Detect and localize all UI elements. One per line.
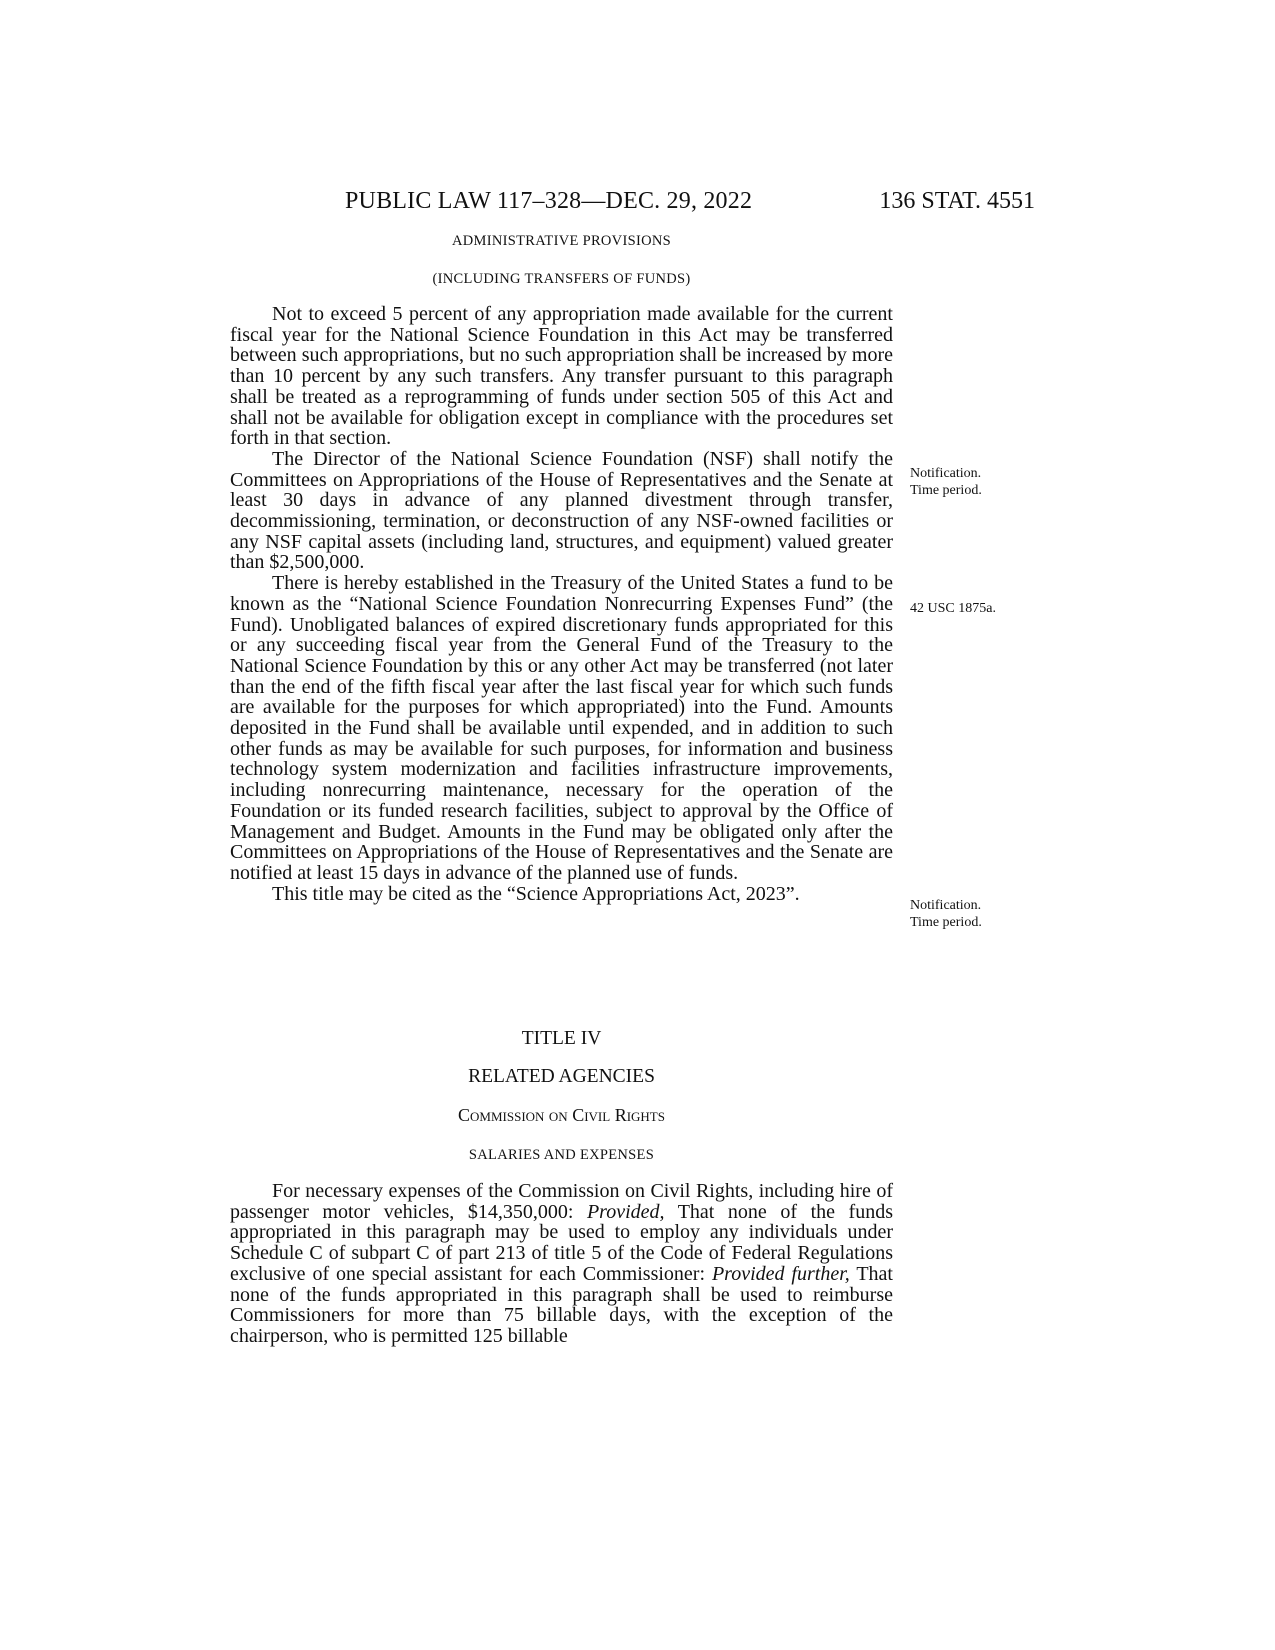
title-iv-heading: TITLE IV xyxy=(521,1028,602,1049)
related-agencies-heading: RELATED AGENCIES xyxy=(468,1066,655,1087)
margin-note-notification-1 xyxy=(910,465,982,499)
transfers-of-funds-subheading: (INCLUDING TRANSFERS OF FUNDS) xyxy=(432,271,691,287)
statute-page-number: 136 STAT. 4551 xyxy=(879,188,1035,214)
short-title-paragraph: This title may be cited as the “Science Appropriations Act, 2023”. xyxy=(272,882,800,905)
divestment-notification-paragraph: The Director of the National Science Foundation (NSF) shall notify the Committees on Appropriations of the House of Representatives and the Senate at least 30 days in advance of any planned divestment through transfer, decommissioning, termination, or deconstruction of any NSF-owned facilities or any NSF capital assets (including land, structures, and equipment) valued greater than $2,500,000. xyxy=(230,447,893,574)
margin-note-notification-label: Notification. xyxy=(910,898,982,913)
margin-note-time-period-label: Time period. xyxy=(910,483,982,498)
administrative-provisions-body xyxy=(230,304,893,904)
margin-note-notification-label: Notification. xyxy=(910,466,982,481)
public-law-citation: PUBLIC LAW 117–328—DEC. 29, 2022 xyxy=(345,188,753,214)
administrative-provisions-heading: ADMINISTRATIVE PROVISIONS xyxy=(452,233,671,249)
nonrecurring-expenses-fund-paragraph: There is hereby established in the Treasury of the United States a fund to be known as the “National Science Foundation Nonrecurring Expenses Fund” (the Fund). Unobligated balances of expired discretionary funds appropriated for this or any succeeding fiscal year from the General Fund of the Treasury to the National Science Foundation by this or any other Act may be transferred (not later than the end of the fifth fiscal year after the last fiscal year for which such funds are available for the purposes for which appropriated) into the Fund. Amounts deposited in the Fund shall be available until expended, and in addition to such other funds as may be available for such purposes, for information and business technology system modernization and facilities infrastructure improvements, including nonrecurring maintenance, necessary for the operation of the Foundation or its funded research facilities, subject to approval by the Office of Management and Budget. Amounts in the Fund may be obligated only after the Committees on Appropriations of the House of Representatives and the Senate are notified at least 15 days in advance of the planned use of funds. xyxy=(230,572,893,884)
running-header xyxy=(345,188,1035,224)
paragraph-text-middle: That none of the funds appropriated in this paragraph may be used to employ any individuals under Schedule C of subpart C of part 213 of title 5 of the Code of Federal Regulations exclusive of one special assistant for each Commissioner: xyxy=(230,1200,893,1285)
margin-note-usc-citation: 42 USC 1875a. xyxy=(910,601,996,616)
margin-note-time-period-label: Time period. xyxy=(910,915,982,930)
transfer-limit-paragraph: Not to exceed 5 percent of any appropriation made available for the current fiscal year for the National Science Foundation in this Act may be transferred between such appropriations, but no such appropriation shall be increased by more than 10 percent by any such transfers. Any transfer pursuant to this paragraph shall be treated as a reprogramming of funds under section 505 of this Act and shall not be available for obligation except in compliance with the procedures set forth in that section. xyxy=(230,303,893,450)
civil-rights-salaries-body xyxy=(230,1181,893,1347)
paragraph-text-start: For necessary expenses of the Commission on Civil Rights, including hire of passenger motor vehicles, $14,350,000: xyxy=(230,1180,893,1223)
provided-further-proviso: Provided further, xyxy=(711,1262,850,1285)
margin-note-notification-2 xyxy=(910,897,982,931)
paragraph-text-end: That none of the funds appropriated in this paragraph shall be used to reimburse Commissioners for more than 75 billable days, with the exception of the chairperson, who is permitted 125 billable xyxy=(230,1262,893,1347)
civil-rights-appropriation-paragraph xyxy=(230,1181,893,1347)
commission-on-civil-rights-heading: Commission on Civil Rights xyxy=(458,1105,665,1125)
salaries-and-expenses-heading: SALARIES AND EXPENSES xyxy=(468,1147,655,1163)
provided-proviso: Provided, xyxy=(586,1200,665,1223)
